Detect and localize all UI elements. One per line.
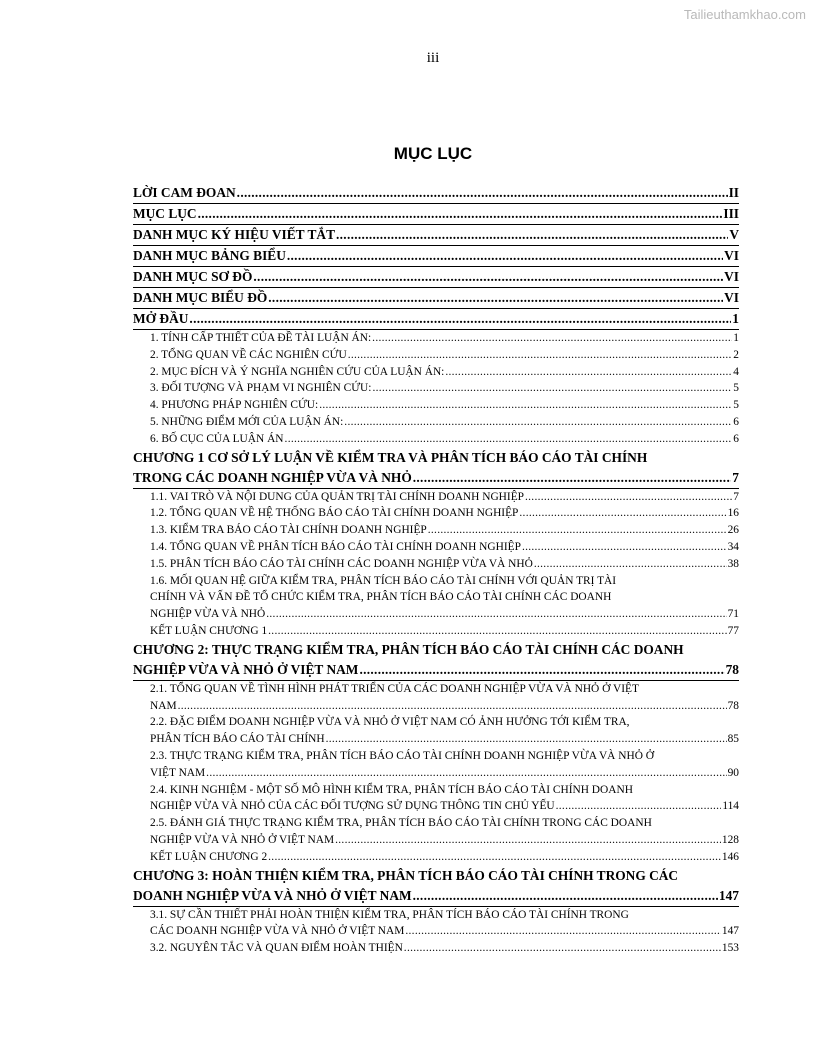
dot-leader [335,832,721,849]
toc-entry-text: 4. PHƯƠNG PHÁP NGHIÊN CỨU: [150,399,319,412]
toc-entry-text: 2.1. TỔNG QUAN VỀ TÌNH HÌNH PHÁT TRIỂN CỦA CÁC DOANH NGHIỆP VỪA VÀ NHỎ Ở VIỆT [150,682,639,695]
dot-leader [178,698,727,715]
toc-page-number: 85 [727,733,739,746]
dot-leader [198,204,723,224]
toc-entry-text: NGHIỆP VỪA VÀ NHỎ Ở VIỆT NAM [150,833,335,846]
toc-page-number: VI [724,290,739,305]
toc-entry-text: DANH MỤC KÝ HIỆU VIẾT TẮT [133,227,336,242]
toc-entry-text: 1.1. VAI TRÒ VÀ NỘI DUNG CỦA QUẢN TRỊ TÀI CHÍNH DOANH NGHIỆP [150,490,524,503]
toc-entry-text: LỜI CAM ĐOAN [133,185,236,200]
toc-section-entry [133,505,739,522]
toc-page-number: 1 [732,311,739,326]
dot-leader [326,731,727,748]
dot-leader [359,660,724,680]
toc-entry-text: KẾT LUẬN CHƯƠNG 2 [150,850,268,863]
toc-entry-text: VIỆT NAM [150,766,206,779]
page-title: MỤC LỤC [393,144,473,163]
page-number: iii [426,50,440,66]
toc-section-entry [133,522,739,539]
dot-leader [268,849,721,866]
dot-leader [266,606,726,623]
dot-leader [319,397,732,414]
toc-entry-text: DOANH NGHIỆP VỪA VÀ NHỎ Ở VIỆT NAM [133,887,412,903]
toc-page-number: 147 [721,925,739,938]
toc-entry-text: CHƯƠNG 2: THỰC TRẠNG KIỂM TRA, PHÂN TÍCH BÁO CÁO TÀI CHÍNH CÁC DOANH [133,641,684,657]
toc-section-entry [133,397,739,414]
toc-chapter-entry [133,288,739,309]
toc-section-entry [133,539,739,556]
dot-leader [428,522,727,539]
toc-page-number: 2 [733,348,739,361]
toc-section-entry [133,907,739,941]
dot-leader [556,798,722,815]
toc-chapter-entry [133,183,739,204]
toc-chapter-entry [133,267,739,288]
toc-entry-text: 6. BỐ CỤC CỦA LUẬN ÁN [150,432,284,445]
toc-entry-text: NGHIỆP VỪA VÀ NHỎ CỦA CÁC ĐỐI TƯỢNG SỬ DỤNG THÔNG TIN CHỦ YẾU [150,800,555,813]
dot-leader [413,468,732,488]
toc-page-number: III [723,206,739,221]
toc-page-number: 90 [727,766,739,779]
toc-chapter-entry [133,225,739,246]
dot-leader [519,505,726,522]
toc-page-number: 7 [733,490,739,503]
toc-page-number: 71 [727,608,739,621]
toc-entry-text: NAM [150,699,177,712]
toc-entry-text: CHƯƠNG 3: HOÀN THIỆN KIỂM TRA, PHÂN TÍCH BÁO CÁO TÀI CHÍNH TRONG CÁC [133,867,679,883]
dot-leader [253,267,723,287]
toc-entry-text: DANH MỤC SƠ ĐỒ [133,269,253,284]
toc-section-entry [133,556,739,573]
toc-page-number: 6 [733,432,739,445]
toc-chapter-entry [133,640,739,681]
dot-leader [348,347,733,364]
dot-leader [372,330,732,347]
toc-chapter-entry [133,866,739,907]
toc-entry-text: 1.4. TỔNG QUAN VỀ PHÂN TÍCH BÁO CÁO TÀI CHÍNH DOANH NGHIỆP [150,540,521,553]
dot-leader [405,923,721,940]
toc-section-entry [133,573,739,623]
toc-entry-text: 3. ĐỐI TƯỢNG VÀ PHẠM VI NGHIÊN CỨU: [150,382,372,395]
dot-leader [445,364,732,381]
toc-page-number: 146 [721,850,739,863]
toc-page-number: VI [724,248,739,263]
toc-section-entry [133,431,739,448]
toc-page-number: 5 [733,399,739,412]
toc-entry-text: 1.3. KIỂM TRA BÁO CÁO TÀI CHÍNH DOANH NGHIỆP [150,524,427,537]
toc-entry-text: 1.2. TỔNG QUAN VỀ HỆ THỐNG BÁO CÁO TÀI CHÍNH DOANH NGHIỆP [150,507,519,520]
toc-page-number: 34 [727,540,739,553]
toc-entry-text: TRONG CÁC DOANH NGHIỆP VỪA VÀ NHỎ [133,469,412,485]
table-of-contents [133,183,739,957]
toc-section-entry [133,849,739,866]
toc-section-entry [133,489,739,506]
toc-entry-text: 1.6. MỐI QUAN HỆ GIỮA KIỂM TRA, PHÂN TÍCH BÁO CÁO TÀI CHÍNH VỚI QUẢN TRỊ TÀI [150,574,617,587]
toc-chapter-entry [133,246,739,267]
toc-entry-text: 3.2. NGUYÊN TẮC VÀ QUAN ĐIỂM HOÀN THIỆN [150,942,403,955]
dot-leader [404,940,721,957]
toc-page-number: 78 [725,661,739,677]
dot-leader [344,414,732,431]
dot-leader [372,380,732,397]
toc-entry-text: CHƯƠNG 1 CƠ SỞ LÝ LUẬN VỀ KIỂM TRA VÀ PHÂN TÍCH BÁO CÁO TÀI CHÍNH [133,449,648,465]
toc-page-number: 7 [732,469,739,485]
toc-page-number: 78 [727,699,739,712]
toc-page-number: 5 [733,382,739,395]
toc-chapter-entry [133,309,739,330]
toc-entry-text: 1. TÍNH CẤP THIẾT CỦA ĐỀ TÀI LUẬN ÁN: [150,332,372,344]
toc-entry-text: MỞ ĐẦU [133,311,189,326]
dot-leader [287,246,723,266]
toc-entry-text: KẾT LUẬN CHƯƠNG 1 [150,624,268,637]
toc-page-number: 1 [733,332,739,344]
toc-entry-text: 3.1. SỰ CẦN THIẾT PHẢI HOÀN THIỆN KIỂM TRA, PHÂN TÍCH BÁO CÁO TÀI CHÍNH TRONG [150,908,629,921]
toc-entry-text: CHÍNH VÀ VẤN ĐỀ TỔ CHỨC KIỂM TRA, PHÂN TÍCH BÁO CÁO TÀI CHÍNH CÁC DOANH [150,591,612,604]
toc-section-entry [133,681,739,715]
toc-page-number: VI [724,269,739,284]
toc-section-entry [133,940,739,957]
toc-page-number: 147 [718,887,739,903]
toc-page-number: 38 [727,557,739,570]
toc-entry-text: 2.3. THỰC TRẠNG KIỂM TRA, PHÂN TÍCH BÁO CÁO TÀI CHÍNH DOANH NGHIỆP VỪA VÀ NHỎ Ở [150,749,655,762]
toc-page-number: 16 [727,507,739,520]
toc-page-number: V [729,227,739,242]
toc-page-number: 26 [727,524,739,537]
dot-leader [237,183,728,203]
toc-section-entry [133,347,739,364]
toc-entry-text: CÁC DOANH NGHIỆP VỪA VÀ NHỎ Ở VIỆT NAM [150,925,405,938]
toc-section-entry [133,714,739,748]
watermark: Tailieuthamkhao.com [683,7,806,22]
toc-section-entry [133,380,739,397]
toc-page-number: 4 [733,365,739,378]
toc-section-entry [133,330,739,347]
dot-leader [525,489,732,506]
toc-entry-text: 5. NHỮNG ĐIỂM MỚI CỦA LUẬN ÁN: [150,415,344,428]
dot-leader [285,431,733,448]
dot-leader [189,309,731,329]
toc-section-entry [133,748,739,782]
toc-entry-text: 2.2. ĐẶC ĐIỂM DOANH NGHIỆP VỪA VÀ NHỎ Ở VIỆT NAM CÓ ẢNH HƯỞNG TỚI KIỂM TRA, [150,716,630,729]
toc-section-entry [133,623,739,640]
toc-entry-text: 2.5. ĐÁNH GIÁ THỰC TRẠNG KIỂM TRA, PHÂN TÍCH BÁO CÁO TÀI CHÍNH TRONG CÁC DOANH [150,817,652,830]
toc-entry-text: NGHIỆP VỪA VÀ NHỎ Ở VIỆT NAM [133,661,359,677]
toc-entry-text: 2. TỔNG QUAN VỀ CÁC NGHIÊN CỨU [150,348,347,361]
toc-page-number: 77 [727,624,739,637]
toc-section-entry [133,364,739,381]
dot-leader [534,556,727,573]
dot-leader [336,225,728,245]
toc-entry-text: 2. MỤC ĐÍCH VÀ Ý NGHĨA NGHIÊN CỨU CỦA LUẬN ÁN: [150,365,445,378]
toc-entry-text: DANH MỤC BIỂU ĐỒ [133,290,268,305]
toc-entry-text: MỤC LỤC [133,206,197,221]
toc-section-entry [133,414,739,431]
dot-leader [268,623,726,640]
toc-entry-text: NGHIỆP VỪA VÀ NHỎ [150,608,266,621]
toc-entry-text: 2.4. KINH NGHIỆM - MỘT SỐ MÔ HÌNH KIỂM TRA, PHÂN TÍCH BÁO CÁO TÀI CHÍNH DOANH [150,783,633,796]
toc-entry-text: PHÂN TÍCH BÁO CÁO TÀI CHÍNH [150,733,325,746]
toc-page-number: 128 [721,833,739,846]
dot-leader [413,886,718,906]
toc-page-number: 6 [733,415,739,428]
toc-chapter-entry [133,448,739,489]
toc-section-entry [133,815,739,849]
dot-leader [206,765,726,782]
toc-entry-text: 1.5. PHÂN TÍCH BÁO CÁO TÀI CHÍNH CÁC DOANH NGHIỆP VỪA VÀ NHỎ [150,557,533,570]
toc-page-number: 114 [722,800,739,813]
toc-chapter-entry [133,204,739,225]
toc-section-entry [133,782,739,816]
dot-leader [522,539,727,556]
toc-page-number: 153 [721,942,739,955]
toc-page-number: II [728,185,739,200]
toc-entry-text: DANH MỤC BẢNG BIỂU [133,248,286,263]
dot-leader [268,288,723,308]
